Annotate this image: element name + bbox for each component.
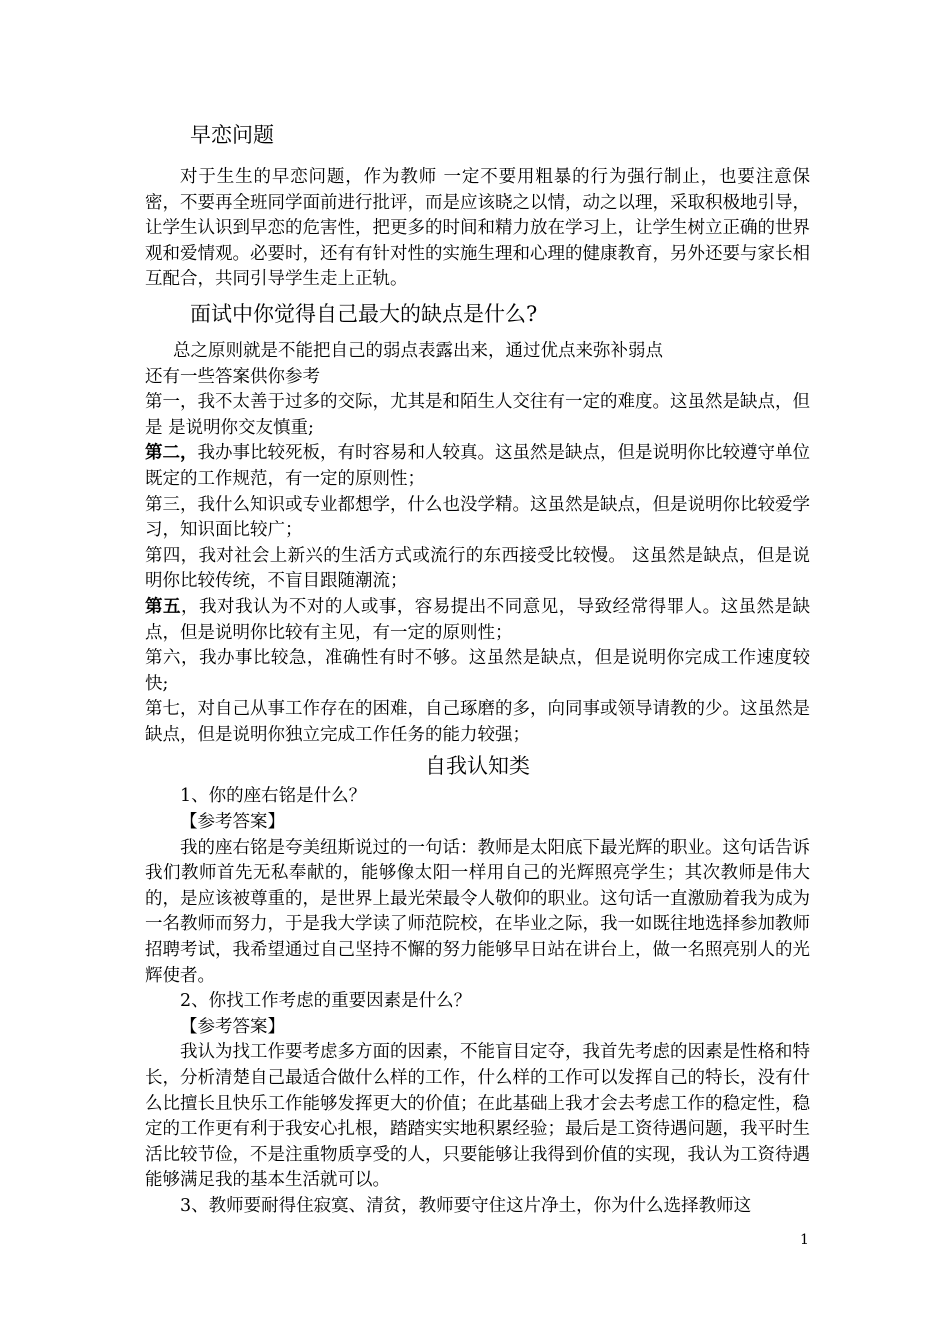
page-number: 1	[800, 1232, 809, 1248]
answer-2: 我认为找工作要考虑多方面的因素，不能盲目定夺，我首先考虑的因素是性格和特长，分析清楚自己最适合做什么样的工作，什么样的工作可以发挥自己的特长，没有什么比擅长且快乐工作能够发挥更大的价值；在此基础上我才会去考虑工作的稳定性，稳定的工作更有利于我安心扎根，踏踏实实地积累经验；最后是工资待遇问题，我平时生活比较节俭，不是注重物质享受的人，只要能够让我得到价值的实现，我认为工资待遇能够满足我的基本生活就可以。	[145, 1042, 810, 1191]
weakness-item-text: 第一，我不太善于过多的交际，尤其是和陌生人交往有一定的难度。这虽然是缺点，但是 是说明你交友慎重;	[145, 392, 810, 438]
question-2: 2、你找工作考虑的重要因素是什么？	[180, 991, 472, 1012]
weakness-item	[145, 697, 810, 748]
weakness-item	[145, 493, 810, 544]
principle-line: 总之原则就是不能把自己的弱点表露出来，通过优点来弥补弱点	[173, 340, 663, 361]
weakness-item	[145, 646, 810, 697]
weakness-item	[145, 544, 810, 595]
weakness-item-text: 第六，我办事比较急，准确性有时不够。这虽然是缺点，但是说明你完成工作速度较快;	[145, 648, 810, 694]
section-title-self-awareness: 自我认知类	[425, 754, 530, 779]
weakness-item-text: 我办事比较死板，有时容易和人较真。这虽然是缺点，但是说明你比较遵守单位既定的工作规范，有一定的原则性；	[145, 443, 810, 489]
weakness-item	[145, 595, 810, 646]
answer-label-1: 【参考答案】	[180, 812, 285, 833]
weakness-item-text: ，我对我认为不对的人或事，容易提出不同意见，导致经常得罪人。这虽然是缺点，但是说明你比较有主见，有一定的原则性；	[145, 596, 811, 643]
question-1: 1、你的座右铭是什么？	[180, 786, 367, 807]
question-3: 3、教师要耐得住寂寞、清贫，教师要守住这片净土，你为什么选择教师这	[180, 1195, 752, 1216]
weakness-item-lead: 第二，	[145, 443, 198, 464]
weakness-item	[145, 441, 810, 492]
section-title-weakness: 面试中你觉得自己最大的缺点是什么?	[190, 301, 538, 326]
intro-line: 还有一些答案供你参考	[145, 366, 320, 387]
weakness-item-lead: 第五	[145, 596, 181, 617]
page-content	[145, 118, 810, 1220]
weakness-item-text: 第七，对自己从事工作存在的困难，自己琢磨的多，向同事或领导请教的少。这虽然是缺点，但是说明你独立完成工作任务的能力较强；	[145, 699, 810, 745]
section-paragraph-early-love: 对于生生的早恋问题，作为教师 一定不要用粗暴的行为强行制止，也要注意保密，不要再全班同学面前进行批评，而是应该晓之以情，动之以理，采取积极地引导，让学生认识到早恋的危害性，把更多的时间和精力放在学习上，让学生树立正确的世界观和爱情观。必要时，还有有针对性的实施生理和心理的健康教育，另外还要与家长相互配合，共同引导学生走上正轨。	[145, 167, 810, 290]
weakness-item-text: 第三，我什么知识或专业都想学，什么也没学精。这虽然是缺点，但是说明你比较爱学习，知识面比较广；	[145, 494, 810, 541]
weakness-item	[145, 390, 810, 441]
section-title-early-love: 早恋问题	[190, 123, 274, 147]
answer-1: 我的座右铭是夸美纽斯说过的一句话：教师是太阳底下最光辉的职业。这句话告诉我们教师首先无私奉献的，能够像太阳一样用自己的光辉照亮学生；其次教师是伟大的，是应该被尊重的，是世界上最光荣最令人敬仰的职业。这句话一直激励着我为成为一名教师而努力，于是我大学读了师范院校，在毕业之际，我一如既往地选择参加教师招聘考试，我希望通过自己坚持不懈的努力能够早日站在讲台上，做一名照亮别人的光辉使者。	[145, 837, 810, 986]
weakness-item-text: 第四，我对社会上新兴的生活方式或流行的东西接受比较慢。 这虽然是缺点，但是说明你比较传统，不盲目跟随潮流；	[145, 545, 810, 592]
answer-label-2: 【参考答案】	[180, 1016, 285, 1037]
